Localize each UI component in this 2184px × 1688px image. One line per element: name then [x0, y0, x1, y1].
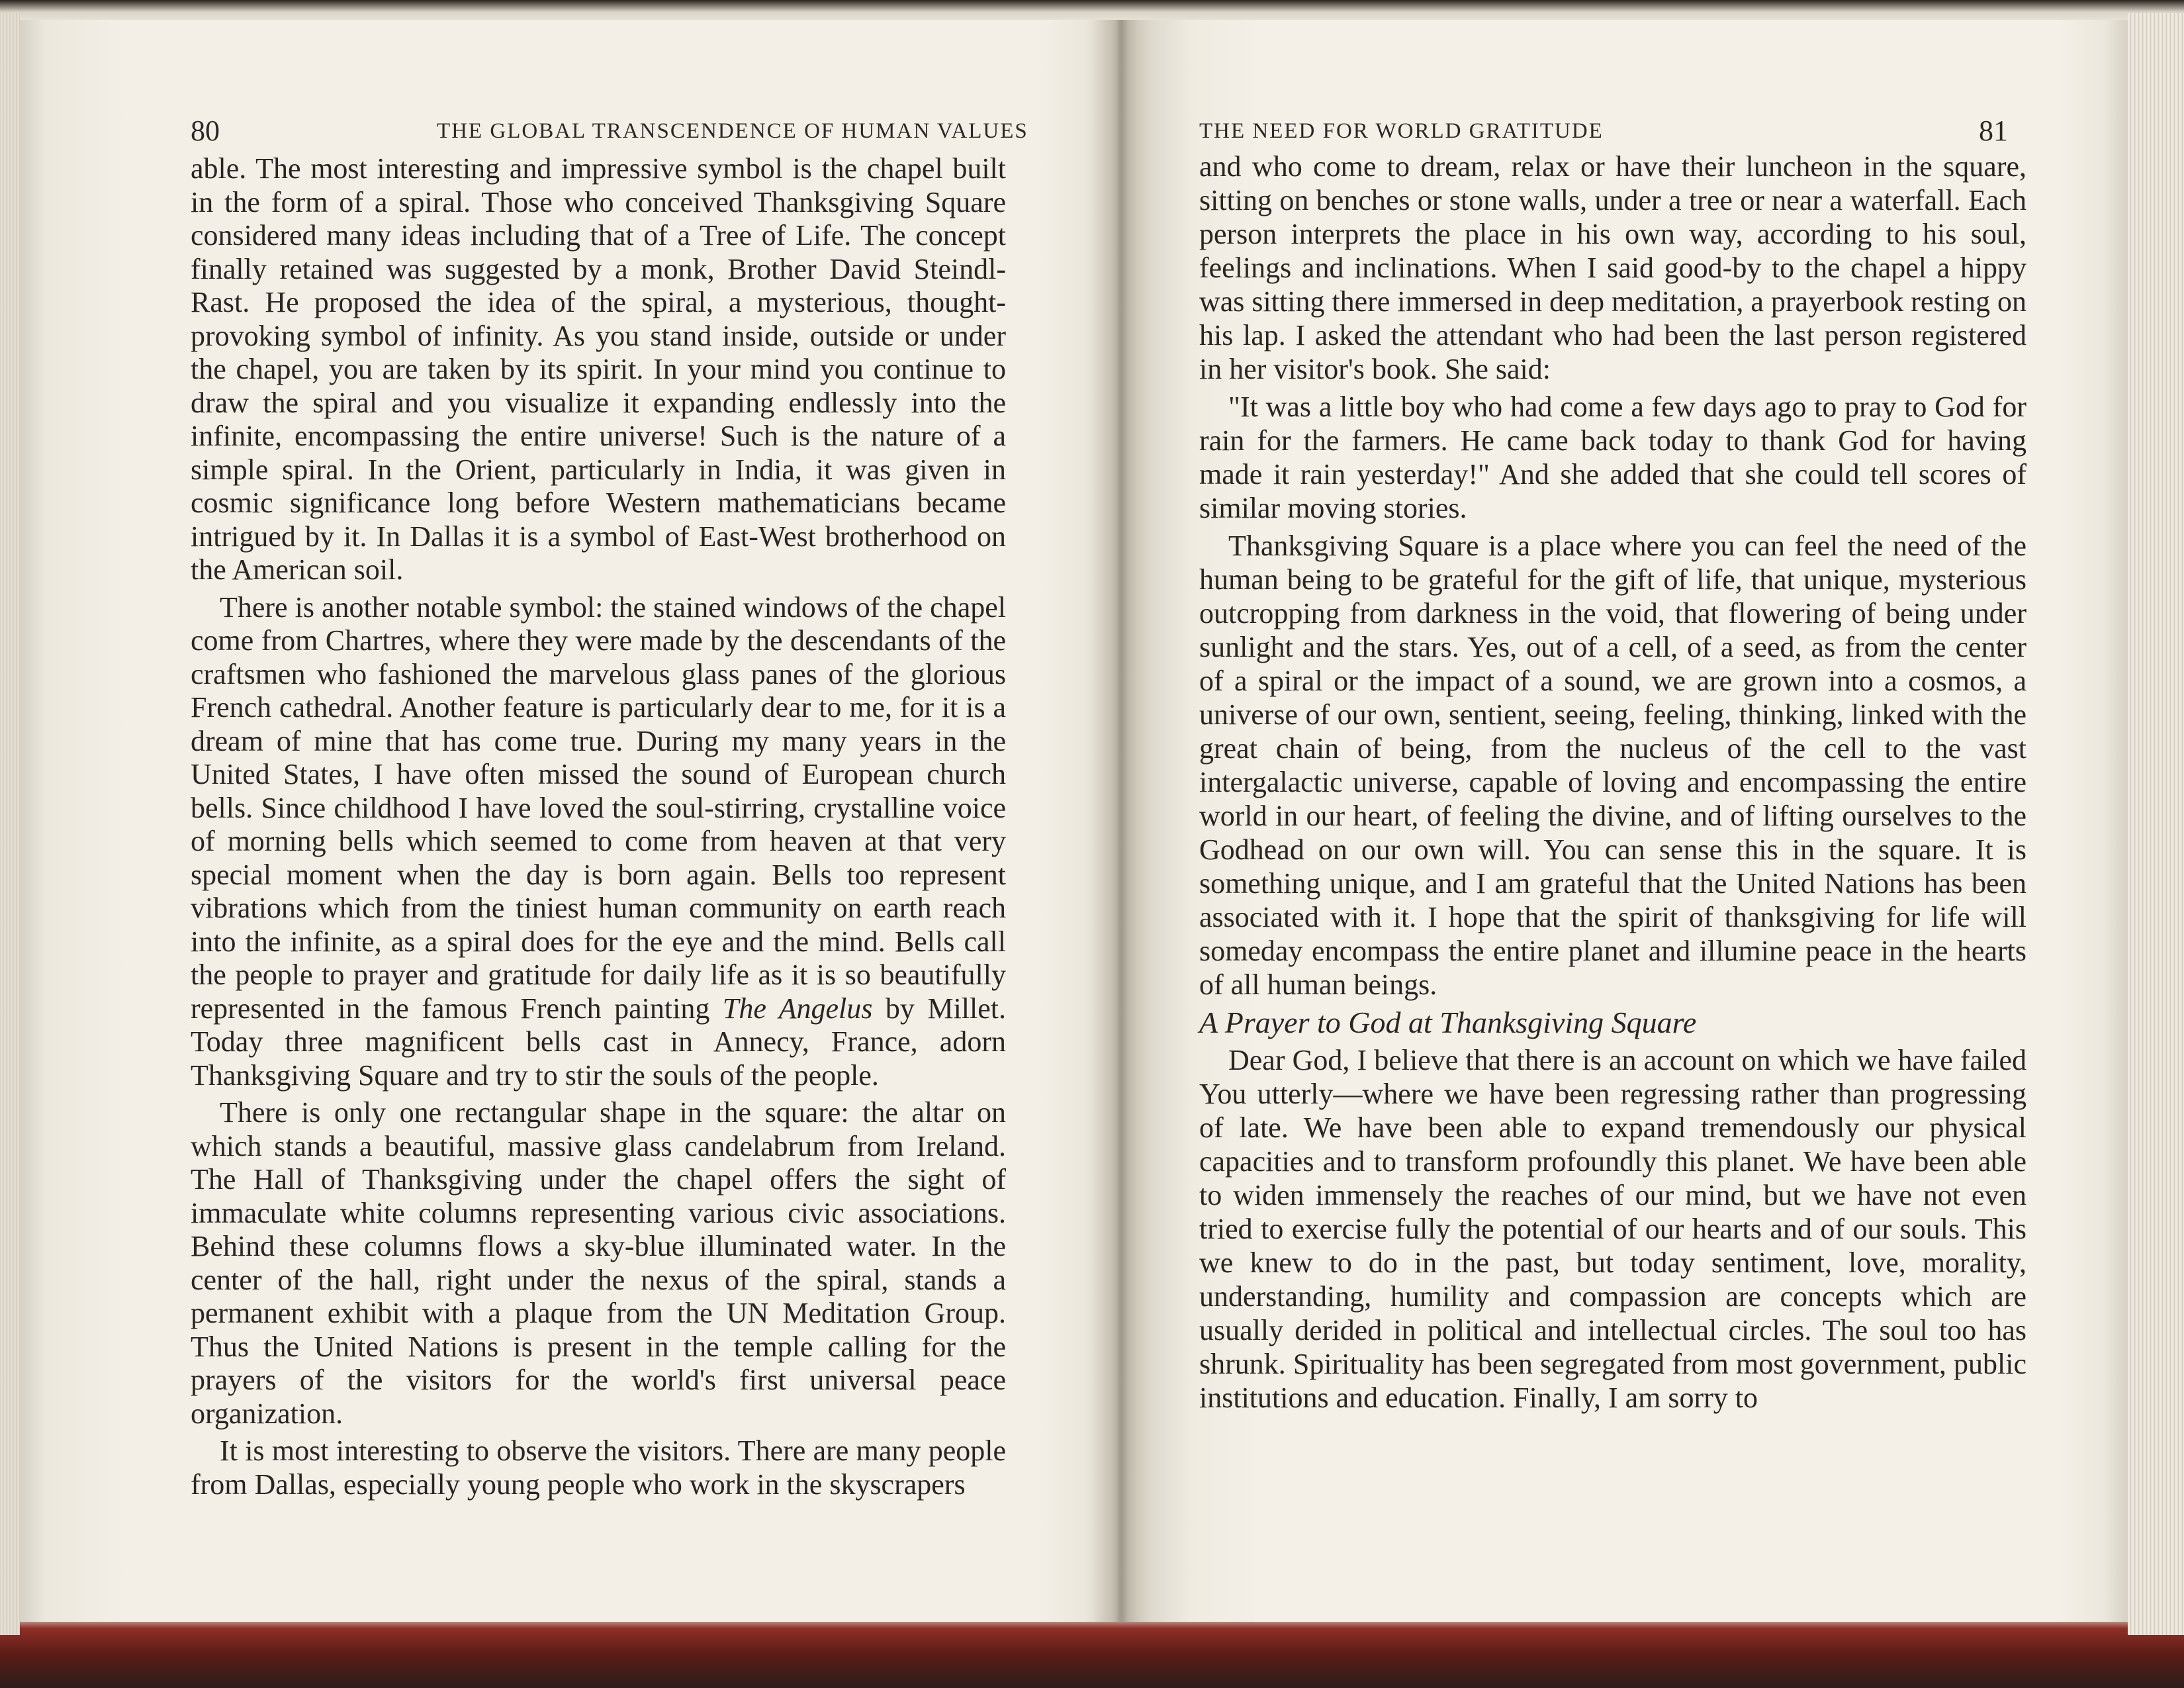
right-paragraph-3: Thanksgiving Square is a place where you can feel the need of the human being to be grateful for the gift of life, that unique, mysterious outcropping from darkness in the void, that flowering of being under sunlight and the stars. Yes, out of a cell, of a seed, as from the center of a spiral or the impact of a sound, we are grown into a cosmos, a universe of our own, sentient, seeing, feeling, thinking, linked with the great chain of being, from the nucleus of the cell to the vast intergalactic universe, capable of loving and encompassing the entire world in our heart, of feeling the divine, and of lifting ourselves to the Godhead on our own will. You can sense this in the square. It is something unique, and I am grateful that the United Nations has been associated with it. I hope that the spirit of thanksgiving for life will someday encompass the entire planet and illumine peace in the hearts of all human beings. — [1199, 530, 2026, 1001]
left-running-head: THE GLOBAL TRANSCENDENCE OF HUMAN VALUES — [437, 119, 1028, 143]
left-paragraph-2-tail: by Millet. Today three magnificent bells cast in Annecy, France, adorn Thanksgiving Square and try to stir the souls of the people. — [191, 992, 1007, 1092]
painting-title: The Angelus — [722, 992, 873, 1025]
left-page-number: 80 — [191, 115, 220, 147]
left-paragraph-1: able. The most interesting and impressive symbol is the chapel built in the form of a spiral. Those who conceived Thanksgiving Square considered many ideas including that of a Tree of Life. The concept finally retained was suggested by a monk, Brother David Steindl-Rast. He proposed the idea of the spiral, a mysterious, thought-provoking symbol of infinity. As you stand inside, outside or under the chapel, you are taken by its spirit. In your mind you continue to draw the spiral and you visualize it expanding endlessly into the infinite, encompassing the entire universe! Such is the nature of a simple spiral. In the Orient, particularly in India, it was given in cosmic significance long before Western mathematicians became intrigued by it. In Dallas it is a symbol of East-West brotherhood on the American soil. — [191, 152, 1006, 586]
right-paragraph-1: and who come to dream, relax or have their luncheon in the square, sitting on benches or stone walls, under a tree or near a waterfall. Each person interprets the place in his own way, according to his soul, feelings and inclinations. When I said good-by to the chapel a hippy was sitting there immersed in deep meditation, a prayerbook resting on his lap. I asked the attendant who had been the last person registered in her visitor's book. She said: — [1199, 150, 2027, 385]
prayer-paragraph: Dear God, I believe that there is an account on which we have failed You utterly—where we have been regressing rather than progressing of late. We have been able to expand tremendously our physical capacities and to transform profoundly this planet. We have been able to widen immensely the reaches of our mind, but we have not even tried to exercise fully the potential of our hearts and of our souls. This we knew to do in the past, but today sentiment, love, morality, understanding, humility and compassion are concepts which are usually derided in political and intellectual circles. The soul too has shrunk. Spirituality has been segregated from most government, public institutions and education. Finally, I am sorry to — [1199, 1044, 2026, 1414]
right-page-text — [1199, 150, 2026, 1415]
section-heading: A Prayer to God at Thanksgiving Square — [1199, 1006, 1697, 1039]
left-paragraph-2 — [191, 591, 1006, 1093]
left-page-text — [191, 152, 1006, 1501]
left-paragraph-2-body: There is another notable symbol: the stained windows of the chapel come from Chartres, where they were made by the descendants of the craftsmen who fashioned the marvelous glass panes of the glorious French cathedral. Another feature is particularly dear to me, for it is a dream of mine that has come true. During my many years in the United States, I have often missed the sound of European church bells. Since childhood I have loved the soul-stirring, crystalline voice of morning bells which seemed to come from heaven at that very special moment when the day is born again. Bells too represent vibrations which from the tiniest human community on earth reach into the infinite, as a spiral does for the eye and the mind. Bells call the people to prayer and gratitude for daily life as it is so beautifully represented in the famous French painting — [191, 590, 1006, 1025]
right-page-edges — [2128, 13, 2184, 1635]
book-gutter — [1092, 20, 1152, 1622]
right-running-head: THE NEED FOR WORLD GRATITUDE — [1199, 119, 1604, 143]
left-paragraph-4: It is most interesting to observe the visitors. There are many people from Dallas, especially young people who work in the skyscrapers — [191, 1434, 1006, 1501]
right-page-number: 81 — [1979, 115, 2008, 147]
left-page-edges — [0, 13, 20, 1635]
right-paragraph-2: "It was a little boy who had come a few days ago to pray to God for rain for the farmers. He came back today to thank God for having made it rain yesterday!" And she added that she could tell scores of similar moving stories. — [1199, 391, 2026, 524]
left-paragraph-3: There is only one rectangular shape in the square: the altar on which stands a beautiful, massive glass candelabrum from Ireland. The Hall of Thanksgiving under the chapel offers the sight of immaculate white columns representing various civic associations. Behind these columns flows a sky-blue illuminated water. In the center of the hall, right under the nexus of the spiral, stands a permanent exhibit with a plaque from the UN Meditation Group. Thus the United Nations is present in the temple calling for the prayers of the visitors for the world's first universal peace organization. — [191, 1096, 1006, 1430]
